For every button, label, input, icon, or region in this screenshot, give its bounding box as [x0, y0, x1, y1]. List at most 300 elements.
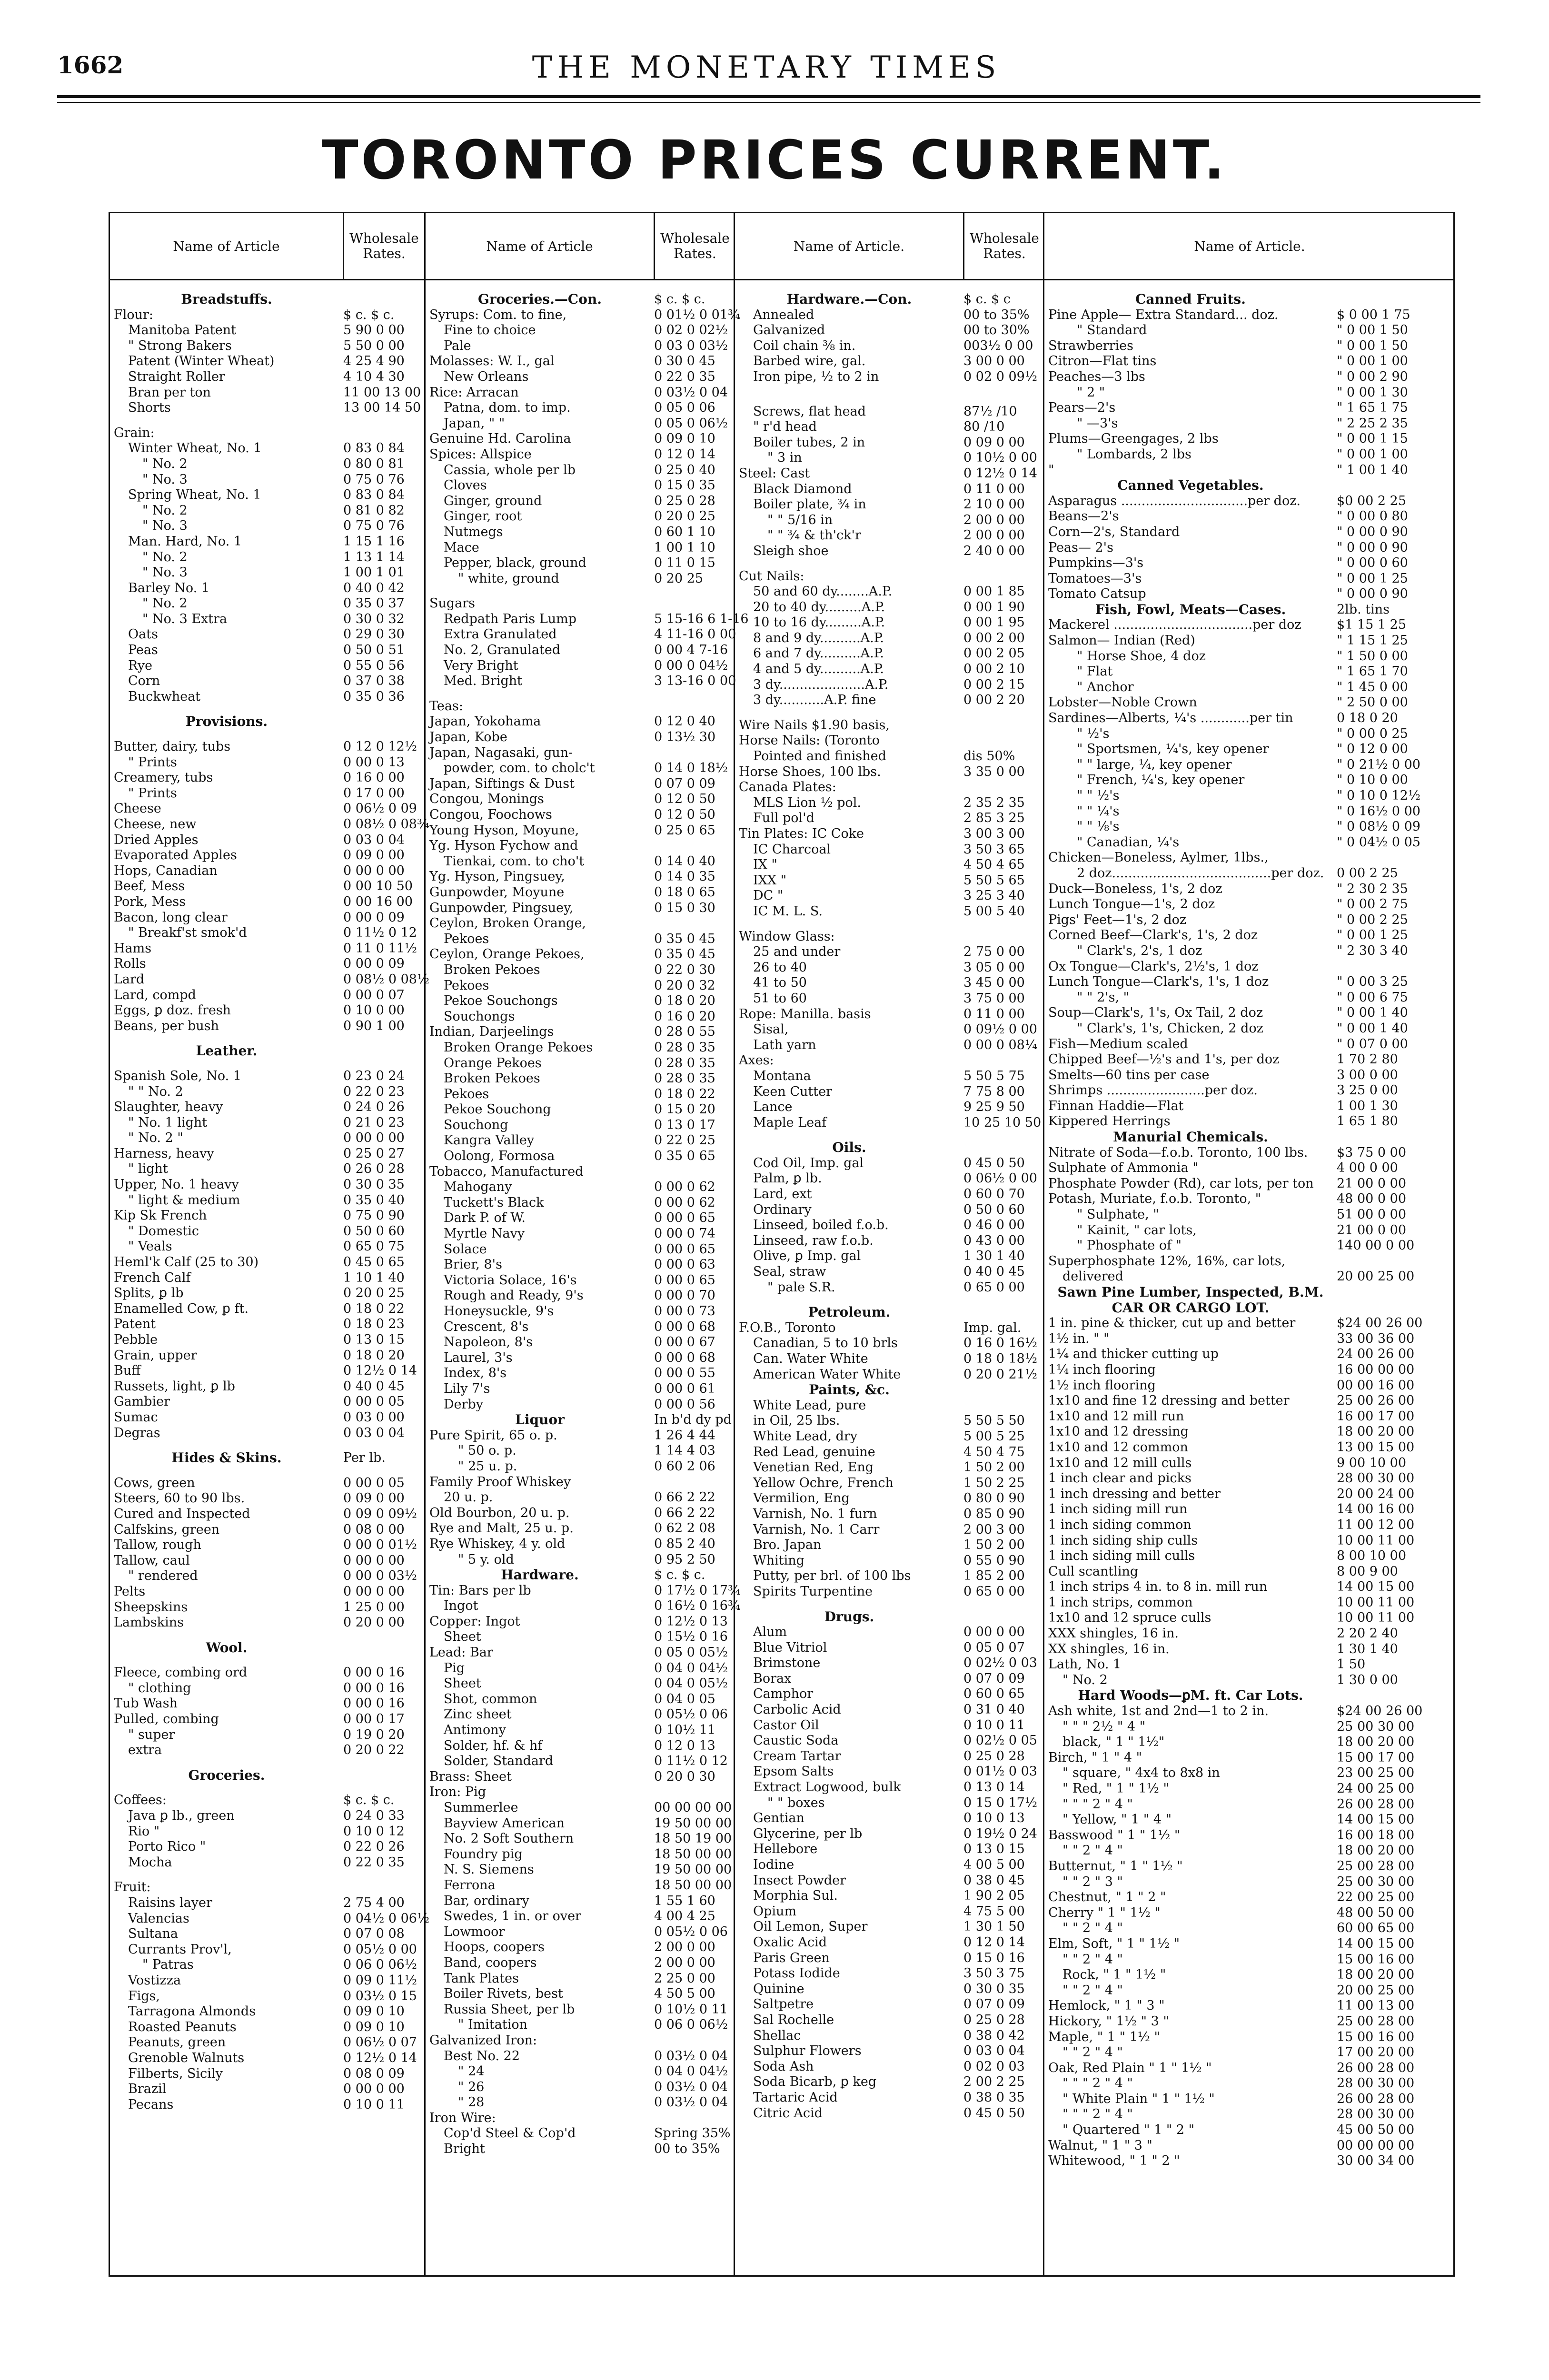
article-name: New Orleans — [444, 369, 529, 384]
wholesale-rate: 0 08½ 0 08½ — [343, 972, 430, 987]
wholesale-rate: 0 00 0 16 — [343, 1665, 405, 1680]
article-name: Med. Bright — [444, 674, 522, 689]
price-row — [1048, 2076, 1451, 2092]
price-row — [429, 1149, 731, 1164]
wholesale-rate: 0 45 0 50 — [963, 2105, 1025, 2121]
article-name: Beef, Mess — [114, 879, 185, 894]
price-row — [114, 1363, 420, 1379]
price-row — [1048, 1254, 1451, 1269]
article-name: " Clark's, 1's, Chicken, 2 doz — [1077, 1021, 1263, 1036]
wholesale-rate: 0 40 0 45 — [963, 1264, 1025, 1279]
price-row — [429, 1521, 731, 1537]
wholesale-rate: 0 65 0 00 — [963, 1584, 1025, 1599]
wholesale-rate — [650, 1164, 731, 1180]
price-row — [114, 1507, 420, 1522]
article-name: White Lead, dry — [753, 1428, 858, 1444]
price-row — [739, 1997, 1041, 2013]
article-name: Rock, " 1 " 1½ " — [1062, 1967, 1166, 1983]
wholesale-rate: 2 25 0 00 — [654, 1971, 715, 1986]
article-name: " Strong Bakers — [128, 338, 232, 353]
article-name: 8 and 9 dy..........A.P. — [753, 630, 884, 645]
price-row — [1048, 540, 1451, 556]
price-row — [429, 571, 731, 587]
article-name: Lard, ext — [753, 1187, 812, 1202]
price-row — [1048, 835, 1451, 851]
price-row — [1048, 400, 1451, 416]
price-row — [739, 544, 1041, 559]
article-name: Bright — [444, 2142, 485, 2157]
price-row — [429, 993, 731, 1009]
wholesale-rate: 26 00 28 00 — [1337, 2060, 1415, 2075]
article-name: " clothing — [128, 1680, 191, 1696]
price-row — [429, 1475, 731, 1490]
price-row — [429, 2002, 731, 2018]
wholesale-rate: 0 95 2 50 — [654, 1552, 715, 1567]
price-row — [1048, 1859, 1451, 1874]
article-name: Epsom Salts — [753, 1764, 834, 1779]
section-heading — [114, 1450, 420, 1466]
spacer — [739, 1295, 1041, 1305]
price-row — [114, 674, 420, 689]
price-row — [1048, 1921, 1451, 1936]
wholesale-rate: 3 50 3 75 — [963, 1966, 1025, 1981]
article-name: " " 2 " 4 " — [1062, 1952, 1123, 1967]
price-row — [114, 1100, 420, 1115]
price-row — [739, 1398, 1041, 1414]
price-row — [429, 431, 731, 447]
wholesale-rate — [339, 292, 420, 307]
price-row — [114, 1476, 420, 1491]
article-name: Ingot — [444, 1598, 478, 1614]
article-name: Elm, Soft, " 1 " 1½ " — [1048, 1936, 1180, 1951]
price-row — [114, 426, 420, 441]
spacer — [739, 395, 1041, 404]
wholesale-rate: 0 03½ 0 15 — [343, 1988, 417, 2003]
wholesale-rate: 3 00 3 00 — [963, 826, 1025, 841]
article-name: Strawberries — [1048, 338, 1134, 353]
article-name: Steers, 60 to 90 lbs. — [114, 1491, 245, 1506]
wholesale-rate: 0 20 0 22 — [343, 1743, 405, 1758]
article-name: Asparagus ...............................per doz. — [1048, 493, 1301, 508]
article-name: 1 in. pine & thicker, cut up and better — [1048, 1316, 1296, 1331]
article-name: Borax — [753, 1671, 792, 1686]
article-name: Family Proof Whiskey — [429, 1474, 571, 1489]
price-row — [114, 801, 420, 817]
wholesale-rate: 0 81 0 82 — [343, 503, 405, 518]
price-row — [1048, 1487, 1451, 1502]
article-name: Boiler tubes, 2 in — [753, 435, 865, 450]
price-row — [1048, 819, 1451, 835]
price-row — [739, 2028, 1041, 2044]
article-name: Peanuts, green — [128, 2035, 226, 2050]
article-name: Breadstuffs. — [181, 291, 272, 307]
article-name: Pumpkins—3's — [1048, 555, 1144, 571]
article-name: " 28 — [458, 2095, 485, 2110]
price-row — [739, 1476, 1041, 1491]
price-row — [1048, 447, 1451, 463]
wholesale-rate: 0 00 0 55 — [654, 1366, 715, 1381]
article-name: Carbolic Acid — [753, 1702, 841, 1717]
wholesale-rate: 0 20 0 32 — [654, 978, 715, 993]
spacer — [739, 1600, 1041, 1609]
price-row — [114, 941, 420, 957]
wholesale-rate: 2 00 3 00 — [963, 1522, 1025, 1537]
wholesale-rate: 0 08 0 09 — [343, 2066, 405, 2081]
wholesale-rate: dis 50% — [963, 749, 1015, 764]
wholesale-rate: 0 03½ 0 04 — [654, 2095, 728, 2110]
price-row — [739, 1069, 1041, 1084]
wholesale-rate: 0 00 0 00 — [343, 2082, 405, 2097]
price-row — [1048, 1719, 1451, 1735]
wholesale-rate: 8 00 9 00 — [1337, 1564, 1398, 1579]
wholesale-rate: 13 00 15 00 — [1337, 1439, 1415, 1455]
wholesale-rate: 5 15-16 6 1-16 — [654, 611, 749, 626]
article-name: Plums—Greengages, 2 lbs — [1048, 431, 1219, 446]
article-name: " Breakf'st smok'd — [128, 925, 247, 941]
wholesale-rate: " 2 30 2 35 — [1337, 881, 1408, 896]
article-name: " 25 u. p. — [458, 1458, 517, 1474]
price-row — [739, 1857, 1041, 1873]
price-row — [429, 555, 731, 571]
wholesale-rate — [1333, 1300, 1451, 1316]
wholesale-rate: 24 00 26 00 — [1337, 1347, 1415, 1362]
article-name: Coffees: — [114, 1793, 167, 1808]
price-row — [429, 1350, 731, 1366]
price-row — [429, 1878, 731, 1894]
price-row — [1048, 1068, 1451, 1083]
wholesale-rate: 0 00 0 00 — [343, 1553, 405, 1568]
wholesale-rate: 0 09 0 11½ — [343, 1973, 417, 1988]
price-row — [429, 338, 731, 354]
spacer — [739, 559, 1041, 569]
section-heading — [1048, 602, 1451, 618]
wholesale-rate: 0 35 0 45 — [654, 931, 715, 946]
wholesale-rate: 3 05 0 00 — [963, 960, 1025, 975]
price-row — [739, 2013, 1041, 2028]
article-name: Buff — [114, 1363, 141, 1378]
wholesale-rate: 24 00 25 00 — [1337, 1781, 1415, 1796]
wholesale-rate: 0 00 10 50 — [343, 879, 413, 894]
article-name: Manurial Chemicals. — [1113, 1129, 1268, 1145]
wholesale-rate — [960, 929, 1041, 945]
wholesale-rate: 0 40 0 45 — [343, 1378, 405, 1394]
wholesale-rate: 0 03½ 0 04 — [654, 2048, 728, 2063]
price-row — [1048, 912, 1451, 928]
price-row — [429, 2049, 731, 2064]
article-name: Upper, No. 1 heavy — [114, 1177, 239, 1192]
wholesale-rate: 10 00 11 00 — [1337, 1595, 1415, 1610]
article-name: " No. 2 — [142, 503, 188, 518]
price-row — [429, 2064, 731, 2080]
price-row — [429, 2095, 731, 2111]
price-row — [114, 1942, 420, 1958]
wholesale-rate: 25 00 28 00 — [1337, 1858, 1415, 1874]
price-row — [114, 2082, 420, 2097]
wholesale-rate: 0 25 0 65 — [654, 823, 715, 838]
wholesale-rate: 0 22 0 23 — [343, 1084, 405, 1099]
article-name: Red Lead, genuine — [753, 1444, 875, 1459]
wholesale-rate: " 0 00 2 90 — [1337, 369, 1408, 384]
price-row — [739, 1053, 1041, 1069]
price-row — [1048, 385, 1451, 401]
wholesale-rate: 1 50 2 25 — [963, 1475, 1025, 1490]
price-row — [114, 1880, 420, 1895]
wholesale-rate: Spring 35% — [654, 2126, 731, 2141]
wholesale-rate: 0 06 0 06½ — [654, 2017, 728, 2033]
price-row — [114, 1177, 420, 1193]
wholesale-rate: " 0 00 1 00 — [1337, 446, 1408, 462]
wholesale-rate: 18 00 20 00 — [1337, 1967, 1415, 1983]
article-name: 1 inch strips 4 in. to 8 in. mill run — [1048, 1579, 1268, 1595]
wholesale-rate: 14 00 15 00 — [1337, 1812, 1415, 1827]
article-name: Lowmoor — [444, 1924, 505, 1939]
price-row — [429, 823, 731, 839]
wholesale-rate: " 0 00 0 90 — [1337, 524, 1408, 539]
wholesale-rate: 0 30 0 35 — [343, 1177, 405, 1192]
price-row — [114, 1712, 420, 1727]
article-name: Extra Granulated — [444, 627, 557, 642]
wholesale-rate: 0 05½ 0 06 — [654, 1924, 728, 1939]
price-row — [739, 811, 1041, 826]
wholesale-rate: 0 00 2 25 — [1337, 865, 1398, 881]
price-row — [739, 2043, 1041, 2059]
article-name: Antimony — [444, 1723, 506, 1738]
article-name: MLS Lion ½ pol. — [753, 795, 861, 810]
price-row — [114, 1239, 420, 1255]
price-row — [739, 1491, 1041, 1507]
wholesale-rate: 1 30 1 40 — [1337, 1641, 1398, 1656]
article-name: Patent (Winter Wheat) — [128, 354, 275, 369]
wholesale-rate: 18 00 20 00 — [1337, 1735, 1415, 1750]
price-row — [429, 730, 731, 745]
article-name: Rye and Malt, 25 u. p. — [429, 1521, 574, 1536]
wholesale-rate: " 1 00 1 40 — [1337, 462, 1408, 477]
wholesale-rate: 0 12½ 0 14 — [343, 1363, 417, 1378]
column-body — [114, 291, 430, 2271]
price-row — [114, 550, 420, 565]
price-row — [429, 1459, 731, 1475]
price-row — [1048, 1781, 1451, 1797]
price-row — [1048, 2122, 1451, 2138]
article-name: Ox Tongue—Clark's, 2½'s, 1 doz — [1048, 959, 1259, 974]
article-name: " Lombards, 2 lbs — [1077, 446, 1192, 462]
wholesale-rate: 0 07 0 09 — [963, 1997, 1025, 2012]
article-name: Hickory, " 1½ " 3 " — [1048, 2013, 1169, 2029]
section-heading — [739, 1140, 1041, 1156]
wholesale-rate: " 0 07 0 00 — [1337, 1036, 1408, 1051]
price-row — [739, 646, 1041, 662]
wholesale-rate: 1 00 1 30 — [1337, 1098, 1398, 1113]
article-name: Very Bright — [444, 658, 518, 673]
article-name: " " No. 2 — [128, 1084, 183, 1099]
wholesale-rate: 0 11 0 00 — [963, 1006, 1025, 1021]
price-row — [1048, 1998, 1451, 2014]
price-row — [114, 534, 420, 550]
article-name: Venetian Red, Eng — [753, 1460, 874, 1475]
wholesale-rate: 28 00 30 00 — [1337, 1471, 1415, 1486]
article-name: Basswood " 1 " 1½ " — [1048, 1827, 1181, 1843]
wholesale-rate: 0 02 0 02½ — [654, 323, 728, 338]
wholesale-rate — [1333, 292, 1451, 307]
article-name: Seal, straw — [753, 1264, 826, 1279]
article-name: Hard Woods—ꝑM. ft. Car Lots. — [1078, 1687, 1303, 1704]
price-row — [739, 1202, 1041, 1218]
article-name: 51 to 60 — [753, 991, 807, 1006]
price-row — [739, 795, 1041, 811]
wholesale-rate: 0 46 0 00 — [963, 1218, 1025, 1233]
section-heading — [429, 292, 731, 307]
wholesale-rate: 0 15 0 35 — [654, 478, 715, 493]
wholesale-rate: 0 38 0 45 — [963, 1873, 1025, 1888]
price-row — [1048, 1424, 1451, 1440]
price-row — [429, 1598, 741, 1614]
price-row — [114, 1317, 420, 1332]
wholesale-rate: 0 00 0 01½ — [343, 1537, 417, 1553]
wholesale-rate: 0 19½ 0 24 — [963, 1826, 1037, 1841]
article-name: Cloves — [444, 478, 487, 493]
price-column-1 — [110, 213, 430, 2275]
wholesale-rate: 2 40 0 00 — [963, 543, 1025, 558]
section-heading — [1048, 292, 1451, 307]
column-header — [426, 213, 735, 280]
spacer — [114, 1783, 420, 1793]
price-row — [429, 1443, 731, 1459]
price-row — [114, 1522, 420, 1538]
wholesale-rate: 0 11 0 11½ — [343, 941, 417, 956]
wholesale-rate: 1 30 1 50 — [963, 1919, 1025, 1934]
article-name: Pointed and finished — [753, 749, 886, 764]
price-row — [1048, 369, 1451, 385]
price-row — [739, 1038, 1041, 1053]
spacer — [114, 416, 420, 426]
wholesale-rate: 0 16 0 16½ — [963, 1336, 1037, 1351]
article-name: Summerlee — [444, 1800, 518, 1815]
price-row — [739, 450, 1041, 466]
column-header-name: Name of Article — [486, 238, 593, 254]
wholesale-rate: 0 03½ 0 04 — [654, 385, 728, 400]
price-row — [429, 901, 731, 916]
price-row — [429, 1769, 731, 1785]
price-row — [114, 1270, 420, 1286]
price-row — [739, 1718, 1041, 1734]
price-row — [429, 1087, 731, 1102]
price-row — [429, 1226, 731, 1242]
price-row — [739, 1084, 1041, 1100]
article-name: 3 dy...........A.P. fine — [753, 693, 876, 708]
price-row — [1048, 2153, 1451, 2169]
wholesale-rate: " 0 00 1 15 — [1337, 431, 1408, 446]
price-row — [739, 1336, 1041, 1351]
article-name: N. S. Siemens — [444, 1862, 534, 1877]
article-name: Heml'k Calf (25 to 30) — [114, 1255, 259, 1270]
wholesale-rate: 0 75 0 76 — [343, 518, 405, 534]
price-row — [1048, 1905, 1451, 1921]
price-row — [429, 416, 731, 432]
wholesale-rate: 0 20 0 25 — [343, 1286, 405, 1301]
wholesale-rate: 0 05 0 06½ — [654, 416, 728, 431]
article-name: Hardware.—Con. — [786, 291, 912, 307]
article-name: Russets, light, ꝑ lb — [114, 1378, 235, 1394]
price-row — [114, 1895, 420, 1911]
article-name: Currants Prov'l, — [128, 1942, 232, 1957]
price-row — [114, 1911, 430, 1927]
article-name: " No. 2 — [142, 456, 188, 471]
article-name: Raisins layer — [128, 1895, 212, 1910]
article-name: Palm, ꝑ lb. — [753, 1171, 822, 1186]
wholesale-rate: 0 06 0 06½ — [343, 1957, 417, 1973]
masthead-rule-thin — [57, 102, 1480, 103]
price-row — [739, 1100, 1041, 1115]
price-row — [114, 1161, 420, 1177]
wholesale-rate: 0 65 0 00 — [963, 1279, 1025, 1295]
wholesale-rate: 0 22 0 35 — [654, 369, 715, 384]
wholesale-rate: 0 18 0 20 — [343, 1348, 405, 1363]
price-row — [429, 1273, 731, 1289]
price-row — [739, 1413, 1041, 1429]
wholesale-rate: 0 83 0 84 — [343, 441, 405, 456]
wholesale-rate: 0 09 0 10 — [654, 431, 715, 446]
price-row — [429, 1909, 731, 1924]
price-row — [1048, 1052, 1451, 1068]
price-row — [114, 503, 420, 519]
price-column-4 — [1043, 213, 1455, 2275]
wholesale-rate: 18 00 20 00 — [1337, 1843, 1415, 1858]
price-row — [739, 1022, 1041, 1038]
price-row — [1048, 943, 1451, 959]
wholesale-rate: 2lb. tins — [1337, 602, 1390, 617]
article-name: " — [1048, 462, 1054, 477]
price-row — [739, 826, 1041, 842]
wholesale-rate — [339, 1043, 420, 1059]
wholesale-rate: 0 09 0 10 — [343, 2004, 405, 2019]
article-name: 1 inch strips, common — [1048, 1595, 1193, 1610]
article-name: Nutmegs — [444, 524, 503, 539]
wholesale-rate: 0 05½ 0 06 — [654, 1707, 728, 1722]
price-row — [739, 1702, 1041, 1718]
article-name: Calfskins, green — [114, 1522, 220, 1537]
article-name: Corned Beef—Clark's, 1's, 2 doz — [1048, 928, 1258, 943]
wholesale-rate: 0 00 1 95 — [963, 615, 1025, 630]
wholesale-rate: 18 50 19 00 — [654, 1831, 732, 1846]
article-name: Sulphur Flowers — [753, 2043, 862, 2059]
price-row — [114, 565, 420, 581]
price-row — [429, 1785, 731, 1800]
wholesale-rate: 1 90 2 05 — [963, 1888, 1025, 1904]
wholesale-rate: 16 00 17 00 — [1337, 1408, 1415, 1424]
price-row — [739, 419, 1041, 435]
wholesale-rate: 0 08 0 00 — [343, 1522, 405, 1537]
article-name: Oats — [128, 627, 158, 642]
article-name: Porto Rico " — [128, 1839, 206, 1854]
article-name: " Clark's, 2's, 1 doz — [1077, 943, 1202, 958]
spacer — [739, 920, 1041, 929]
article-name: " No. 1 light — [128, 1115, 208, 1130]
wholesale-rate: 0 24 0 33 — [343, 1808, 405, 1824]
article-name: Lead: Bar — [429, 1645, 493, 1660]
wholesale-rate: " 2 30 3 40 — [1337, 943, 1408, 958]
price-row — [114, 2066, 420, 2082]
price-row — [114, 338, 420, 354]
wholesale-rate: 00 to 35% — [654, 2142, 720, 2157]
article-name: Dried Apples — [114, 832, 199, 847]
price-row — [114, 1615, 420, 1631]
article-name: " Kainit, " car lots, — [1077, 1222, 1197, 1238]
wholesale-rate: 0 09 0 00 — [963, 435, 1025, 450]
article-name: 1x10 and 12 mill culls — [1048, 1455, 1192, 1470]
price-row — [114, 739, 420, 755]
price-row — [1048, 1626, 1451, 1642]
price-row — [114, 786, 420, 802]
